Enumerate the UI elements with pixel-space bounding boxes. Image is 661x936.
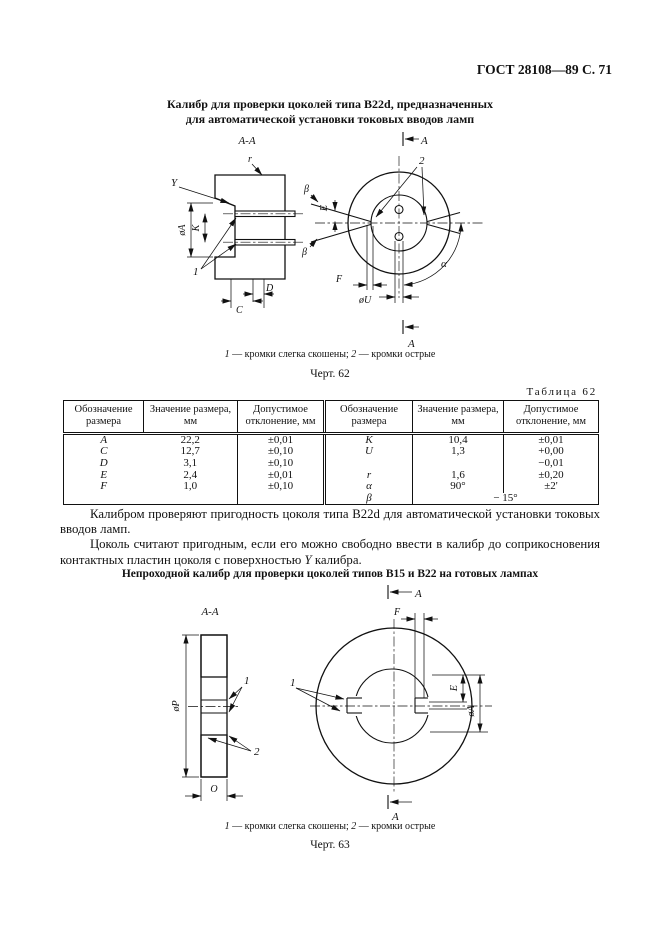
paragraph-2-y: Y [304, 552, 312, 567]
table-cell: +0,00 [504, 446, 599, 458]
figure63-caption [60, 821, 600, 832]
section-arrow-A-bottom: А [392, 811, 399, 823]
dim-label-E: E [449, 684, 460, 692]
callout-1-left: 1 [244, 675, 250, 687]
section-arrow-A-top: А [421, 135, 428, 147]
table62-heading: Таблица 62 [526, 386, 597, 398]
paragraph-2-text: Цоколь считают пригодным, если его можно свободно ввести в калибр до соприкосновения контактных пластин цоколя с поверхностью [60, 537, 600, 567]
table-cell: 1,6 [413, 470, 504, 482]
section-arrow-A-top: А [415, 588, 422, 600]
table-cell: − 15° [413, 493, 599, 505]
caption-text-2: — кромки острые [356, 349, 436, 360]
table-row [64, 458, 599, 470]
table-cell: 90° [413, 481, 504, 493]
dim-label-F: F [394, 607, 401, 618]
fig63-circular-view [290, 585, 492, 823]
caption-text-2: — кромки острые [356, 821, 436, 832]
table-row [64, 481, 599, 493]
caption-num-2: 2 [351, 821, 357, 832]
table-cell: ±0,20 [504, 470, 599, 482]
caption-text-1: — кромки слегка скошены; [229, 349, 352, 360]
figure62-number: Черт. 62 [310, 368, 350, 380]
section-label: А-А [238, 135, 256, 147]
callout-2: 2 [254, 746, 260, 758]
callout-1-right: 1 [290, 677, 296, 689]
dim-label-dP: øP [171, 700, 182, 712]
angle-label-alpha: α [441, 258, 447, 270]
table-cell: ±0,10 [238, 481, 325, 493]
dim-label-dA: øA [177, 224, 188, 236]
figure62-caption [60, 349, 600, 360]
caption-text-1: — кромки слегка скошены; [229, 821, 352, 832]
body-text [60, 507, 600, 568]
caption-num-2: 2 [351, 349, 357, 360]
col-header-designation2: Обозначение размера [325, 401, 413, 434]
gauge-body-hatched [215, 175, 285, 279]
col-header-tolerance: Допустимое отклонение, мм [238, 401, 325, 434]
page-header: ГОСТ 28108—89 С. 71 [476, 62, 612, 77]
dim-label-K: K [191, 224, 202, 232]
table-cell: ±0,10 [238, 458, 325, 470]
table-cell [413, 458, 504, 470]
dim-label-r: r [248, 154, 252, 165]
table-row [64, 446, 599, 458]
table-cell: ±0,10 [238, 446, 325, 458]
table-cell: 10,4 [413, 433, 504, 446]
col-header-designation: Обозначение размера [64, 401, 144, 434]
figure62-title [60, 97, 600, 127]
fig63-section-view [171, 606, 260, 801]
table-cell: A [100, 433, 108, 446]
figure63-title: Непроходной калибр для проверки цоколей типов В15 и В22 на готовых лампах [121, 568, 539, 580]
table-cell: F [100, 480, 108, 493]
table-cell [238, 493, 325, 505]
fig62-section-view [171, 135, 305, 316]
table-cell: C [100, 445, 108, 458]
table-cell: D [99, 456, 108, 469]
table-cell: 3,1 [183, 456, 198, 469]
table-cell: ±2' [504, 481, 599, 493]
col-header-value: Значение размера, мм [144, 401, 238, 434]
table-cell: −0,01 [504, 458, 599, 470]
table-cell: K [325, 433, 413, 446]
paragraph-2-tail: калибра. [311, 552, 362, 567]
table62-body [64, 433, 599, 505]
col-header-tolerance2: Допустимое отклонение, мм [504, 401, 599, 434]
table-cell: U [325, 446, 413, 458]
table-cell: E [100, 468, 108, 481]
dim-label-dU: øU [359, 295, 372, 306]
col-header-value2: Значение размера, мм [413, 401, 504, 434]
section-arrow-A-bottom: А [408, 338, 415, 350]
dim-label-F: F [336, 274, 343, 285]
table-cell [64, 493, 144, 505]
dim-label-C: C [236, 305, 243, 316]
paragraph-1: Калибром проверяют пригодность цоколя типа В22d для автоматической установки токовых вводов ламп. [60, 507, 600, 537]
table-cell: 12,7 [180, 445, 200, 458]
table-cell [144, 493, 238, 505]
table62 [63, 400, 599, 505]
dim-label-E: E [319, 204, 330, 212]
callout-2: 2 [419, 155, 425, 167]
table-cell: ±0,01 [504, 433, 599, 446]
dim-label-Y: Y [171, 177, 178, 189]
paragraph-2 [60, 537, 600, 567]
section-label: А-А [201, 606, 219, 618]
table-cell: 1,3 [413, 446, 504, 458]
fig62-circular-view [301, 132, 483, 350]
table-row [64, 470, 599, 482]
table-cell: α [325, 481, 413, 493]
table-row [64, 493, 599, 505]
dim-label-dA: øA [466, 705, 477, 717]
table-cell: 22,2 [180, 433, 200, 446]
table-cell: ±0,01 [238, 433, 325, 446]
dim-label-D: D [266, 283, 274, 294]
figure62-title-line2: для автоматической установки токовых вводов ламп [185, 112, 475, 126]
caption-num-1: 1 [224, 349, 230, 360]
table-cell: 1,0 [183, 480, 198, 493]
caption-num-1: 1 [224, 821, 230, 832]
figure63-number: Черт. 63 [310, 839, 350, 851]
figure63-drawing [170, 585, 500, 823]
table-row [64, 433, 599, 446]
table-cell: β [325, 493, 413, 505]
figure62-drawing [165, 128, 505, 354]
figure62-title-line1: Калибр для проверки цоколей типа В22d, предназначенных [166, 97, 494, 111]
callout-1: 1 [193, 266, 199, 278]
table-cell [325, 458, 413, 470]
angle-label-beta-bottom: β [302, 247, 307, 258]
table-cell: r [325, 470, 413, 482]
table-header-row [64, 401, 599, 434]
table-cell: ±0,01 [238, 470, 325, 482]
dim-label-O: O [210, 784, 218, 795]
table-cell: 2,4 [183, 468, 198, 481]
angle-label-beta-top: β [304, 184, 309, 195]
